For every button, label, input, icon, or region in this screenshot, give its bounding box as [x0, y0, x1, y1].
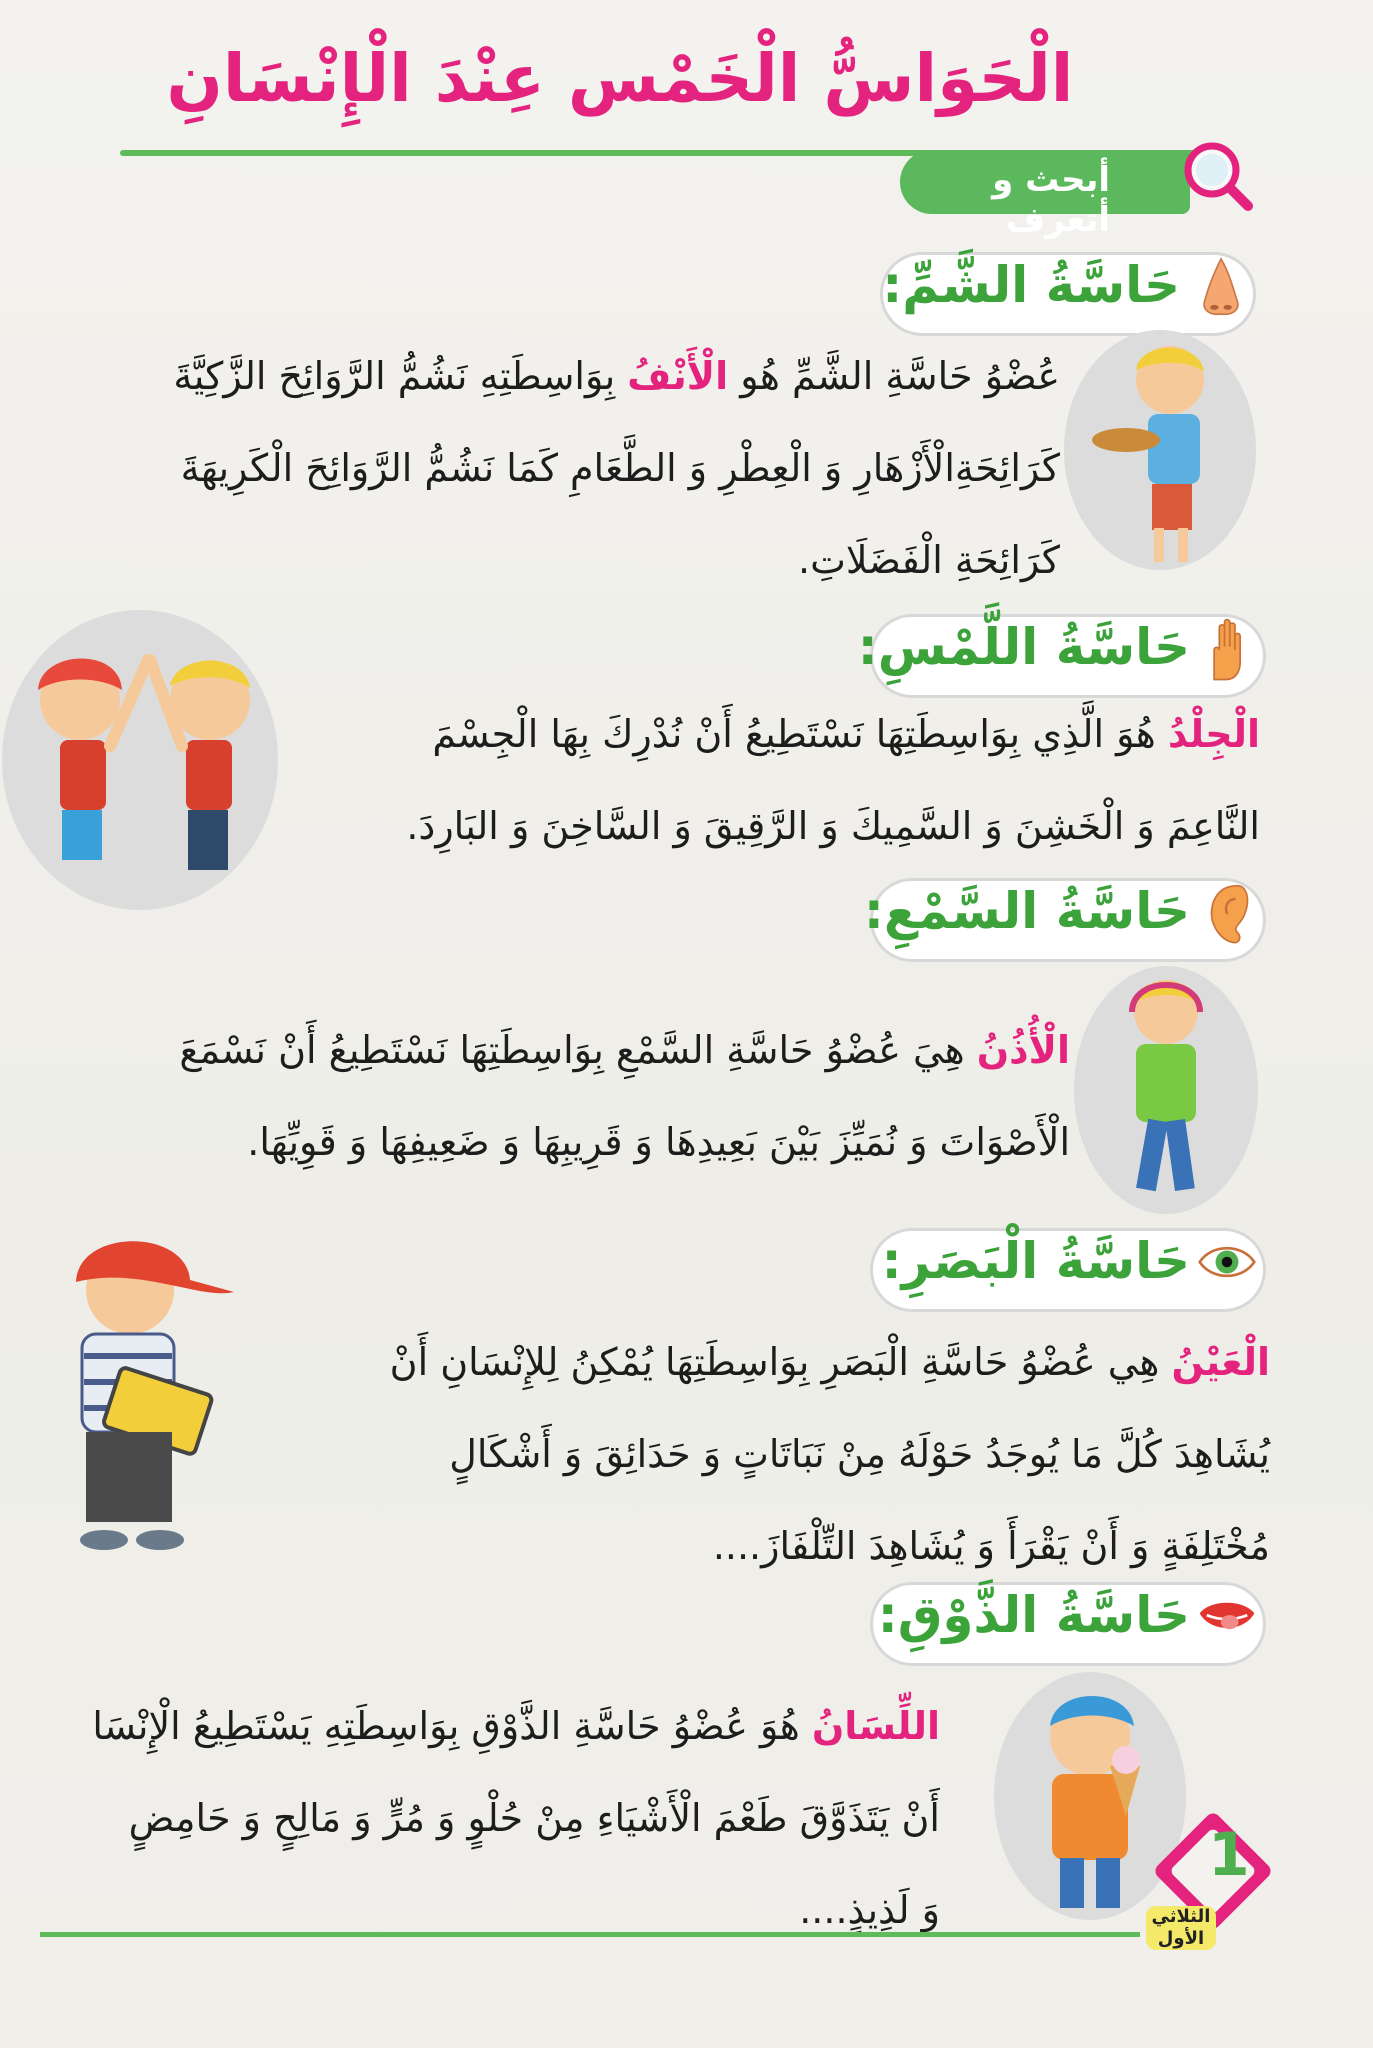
paragraph-line [0, 1680, 940, 1772]
badge-label [1146, 1906, 1216, 1950]
hand-icon [1202, 612, 1254, 688]
paragraph-line: كَرَائِحَةِالْأَزْهَارِ وَ الْعِطْرِ وَ الطَّعَامِ كَمَا نَشُمُّ الرَّوَائِحَ الْكَرِيهَةَ [180, 446, 1060, 490]
line-text: بِوَاسِطَتِهِ نَشُمُّ الرَّوَائِحَ الزَّكِيَّةَ [173, 354, 628, 398]
line-text: عُضْوُ حَاسَّةِ الشَّمِّ هُو [728, 354, 1060, 398]
paragraph-hearing [30, 1004, 1070, 1188]
page-title: الْحَوَاسُّ الْخَمْس عِنْدَ الْإِنْسَانِ [166, 40, 1074, 117]
paragraph-line: أَنْ يَتَذَوَّقَ طَعْمَ الْأَشْيَاءِ مِنْ حُلْوٍ وَ مُرٍّ وَ مَالِحٍ وَ حَامِضٍ [128, 1796, 940, 1840]
heading-taste: حَاسَّةُ الذَّوْقِ: [877, 1586, 1190, 1644]
paragraph-line: وَ لَذِيذٍ.... [799, 1888, 940, 1932]
line-text: هُوَ الَّذِي بِوَاسِطَتِهَا نَسْتَطِيعُ أَنْ نُدْرِكَ بِهَا الْجِسْمَ [432, 712, 1168, 756]
paragraph-sight [300, 1316, 1270, 1592]
footer-rule [40, 1932, 1140, 1937]
boy-with-headphones-illustration [1070, 960, 1260, 1220]
line-text: هِيَ عُضْوُ حَاسَّةِ السَّمْعِ بِوَاسِطَتِهَا نَسْتَطِيعُ أَنْ نَسْمَعَ [179, 1028, 977, 1072]
badge-label-line: الأول [1157, 1928, 1205, 1949]
ear-icon [1204, 876, 1254, 952]
paragraph-line: مُخْتَلِفَةٍ وَ أَنْ يَقْرَأَ وَ يُشَاهِدَ التِّلْفَازَ.... [712, 1524, 1270, 1568]
nose-icon [1196, 252, 1246, 326]
magnifier-icon [1180, 138, 1254, 212]
paragraph-line [300, 1316, 1270, 1408]
paragraph-touch [280, 688, 1260, 872]
heading-cloud-taste [870, 1576, 1270, 1666]
heading-cloud-sight [870, 1222, 1270, 1312]
keyword-tongue: اللِّسَانُ [811, 1704, 940, 1748]
paragraph-line [30, 1004, 1070, 1096]
heading-hearing: حَاسَّةُ السَّمْعِ: [863, 882, 1190, 940]
line-text: هِي عُضْوُ حَاسَّةِ الْبَصَرِ بِوَاسِطَتِهَا يُمْكِنُ لِلإِنْسَانِ أَنْ [389, 1340, 1172, 1384]
paragraph-line: الْأَصْوَاتَ وَ نُمَيِّزَ بَيْنَ بَعِيدِهَا وَ قَرِيبِهَا وَ ضَعِيفِهَا وَ قَوِيِّهَا. [247, 1120, 1070, 1164]
kids-high-five-illustration [0, 590, 290, 920]
heading-touch: حَاسَّةُ اللَّمْسِ: [857, 618, 1190, 676]
line-text: هُوَ عُضْوُ حَاسَّةِ الذَّوْقِ بِوَاسِطَتِهِ يَسْتَطِيعُ الْإِنْسَا [92, 1704, 812, 1748]
badge-label-line: الثلاثي [1151, 1906, 1211, 1927]
heading-cloud-touch [857, 608, 1270, 698]
heading-cloud-hearing [863, 872, 1270, 962]
mouth-icon [1196, 1594, 1258, 1638]
eye-icon [1196, 1240, 1258, 1284]
paragraph-line [280, 688, 1260, 780]
paragraph-line: كَرَائِحَةِ الْفَضَلَاتِ. [797, 538, 1060, 582]
boy-smelling-bowl-illustration [1060, 320, 1260, 580]
keyword-nose: الْأَنْفُ [627, 354, 729, 398]
badge-number: 1 [1208, 1820, 1250, 1890]
discover-banner [900, 150, 1190, 240]
paragraph-smell [40, 330, 1060, 606]
paragraph-line [40, 330, 1060, 422]
heading-sight: حَاسَّةُ الْبَصَرِ: [881, 1232, 1190, 1290]
paragraph-line: النَّاعِمَ وَ الْخَشِنَ وَ السَّمِيكَ وَ الرَّقِيقَ وَ السَّاخِنَ وَ البَارِدَ. [406, 804, 1260, 848]
keyword-ear: الْأُذُنُ [976, 1028, 1070, 1072]
heading-smell: حَاسَّةُ الشَّمِّ: [882, 256, 1180, 314]
paragraph-line: يُشَاهِدَ كُلَّ مَا يُوجَدُ حَوْلَهُ مِنْ نَبَاتَاتٍ وَ حَدَائِقَ وَ أَشْكَالٍ [449, 1432, 1270, 1476]
discover-label: أبحث و أتعرف [992, 160, 1110, 240]
keyword-skin: الْجِلْدُ [1167, 712, 1260, 756]
paragraph-taste [0, 1680, 940, 1956]
keyword-eye: الْعَيْنُ [1171, 1340, 1270, 1384]
boy-with-tablet-illustration [20, 1210, 250, 1570]
